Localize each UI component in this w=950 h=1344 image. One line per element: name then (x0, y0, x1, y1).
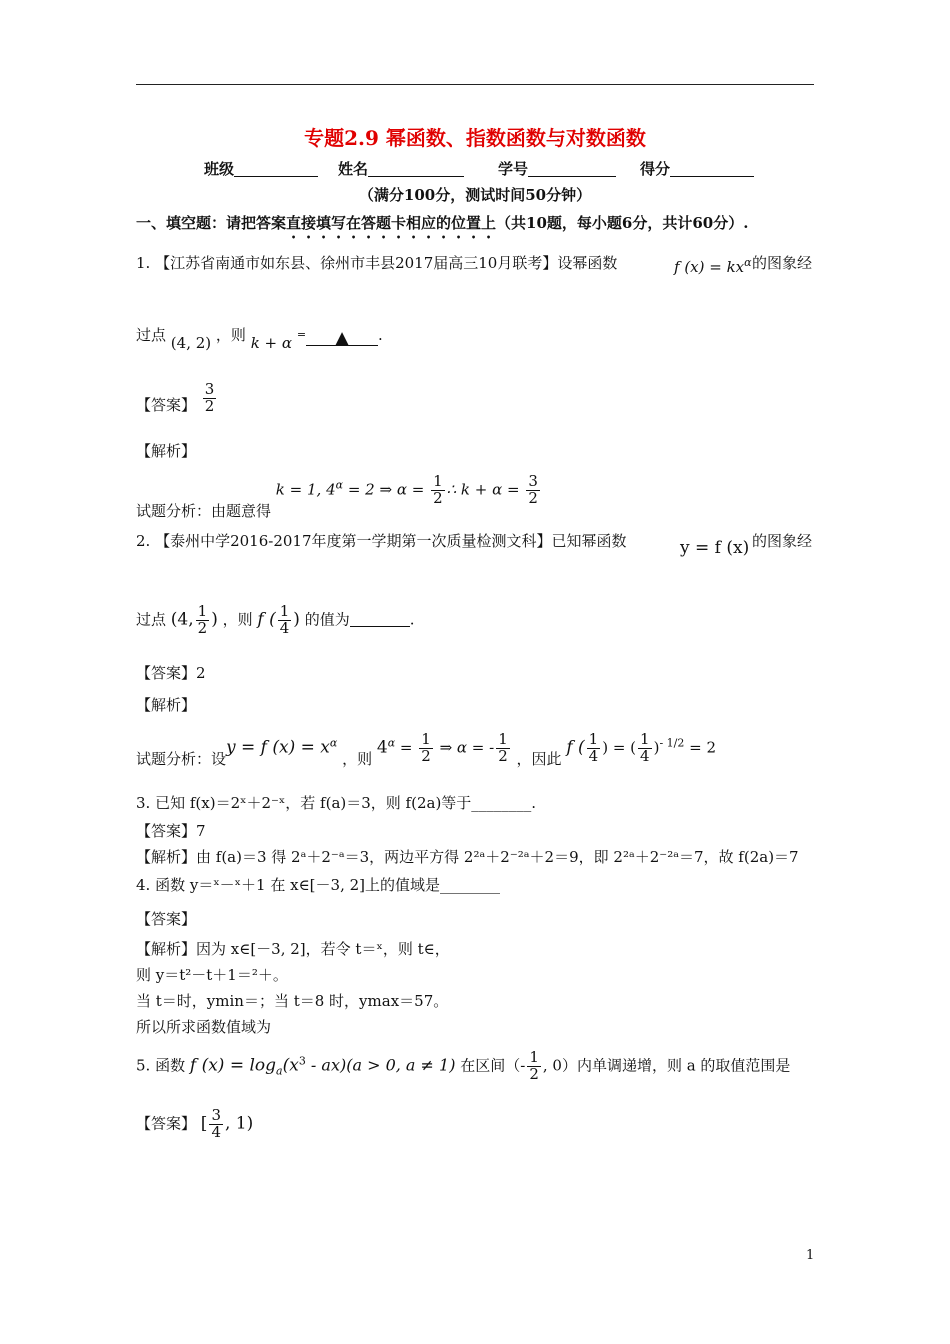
page-number: 1 (806, 1248, 815, 1263)
q2-stem-line1: 2. 【泰州中学2016-2017年度第一学期第一次质量检测文科】已知幂函数 (136, 532, 627, 550)
section-emphasis: 直接填写在答题卡相应的位置上 (286, 214, 497, 232)
q4-analysis-2: 则 y＝t²－t＋1＝²＋。 (136, 966, 288, 984)
q1-stem-line2: 过点 (4, 2) ，则 k + α = ▲ . (136, 326, 383, 352)
q2-function: y = f (x) (680, 538, 750, 558)
name-field: 姓名 (338, 158, 464, 179)
q4-analysis-4: 所以所求函数值域为 (136, 1018, 272, 1036)
q1-function: f $(x) = kx^\alpha$ (674, 256, 752, 276)
class-field: 班级 (204, 158, 318, 179)
q1-analysis: 试题分析：由题意得 k = 1, $4^\alpha = 2$ ⇒ α = $\frac{1}{2}$ ∴ k + α = $\frac{3}{2}$ (136, 472, 538, 521)
subtitle: （满分100分，测试时间50分钟） (358, 186, 592, 204)
name-blank[interactable] (368, 161, 464, 177)
q4-stem: 4. 函数 y＝ˣ－ˣ＋1 在 x∈[－3, 2]上的值域是________ (136, 876, 501, 894)
q3-answer: 【答案】7 (136, 822, 206, 840)
q3-analysis: 【解析】由 f(a)＝3 得 2ᵃ＋2⁻ᵃ＝3，两边平方得 2²ᵃ＋2⁻²ᵃ＋2＝9，即 2²ᵃ＋2⁻²ᵃ＝7，故 f(2a)＝7 (136, 848, 799, 866)
score-field: 得分 (640, 158, 754, 179)
q2-answer: 【答案】2 (136, 664, 206, 682)
q5-answer: 【答案】 [ $\frac{3}{4}$ , 1) (136, 1106, 254, 1141)
q1-stem-line1: 1. 【江苏省南通市如东县、徐州市丰县2017届高三10月联考】设幂函数 (136, 254, 618, 272)
q1-stem-tail: 的图象经 (752, 254, 813, 272)
q2-stem-line2: 过点 (4, $\frac{1}{2}$ ) ，则 f ( $\frac{1}{4}$ ) 的值为 . (136, 602, 415, 637)
section-heading: 一、填空题：请把答案直接填写在答题卡相应的位置上（共10题，每小题6分，共计60分）. (136, 214, 749, 232)
q4-analysis-1: 【解析】因为 x∈[－3, 2]，若令 t＝ˣ，则 t∈， (136, 940, 450, 958)
page-title: 专题2.9 幂函数、指数函数与对数函数 (304, 126, 646, 150)
q1-analysis-label: 【解析】 (136, 442, 197, 460)
q2-analysis: 试题分析：设y = f $(x) = x^\alpha$ ，则 $4^\alpha$ = $\frac{1}{2}$ ⇒ α = - $\frac{1}{2}$ ，因此 f ( $\frac{1}{4}$ ) = ( $\frac{1}{4}$ )$^{- 1/2}$ = 2 (136, 730, 717, 769)
q2-answer-blank[interactable] (350, 611, 410, 627)
q1-answer-blank[interactable]: ▲ (306, 328, 378, 346)
q4-answer-label: 【答案】 (136, 910, 197, 928)
q1-answer: 【答案】 $\frac{3}{2}$ (136, 380, 215, 415)
q3-stem: 3. 已知 f(x)＝2ˣ＋2⁻ˣ，若 f(a)＝3，则 f(2a)等于________. (136, 794, 537, 812)
class-blank[interactable] (234, 161, 318, 177)
score-blank[interactable] (670, 161, 754, 177)
q2-analysis-label: 【解析】 (136, 696, 197, 714)
id-field: 学号 (498, 158, 616, 179)
q2-stem-tail: 的图象经 (752, 532, 813, 550)
q5-stem: 5. 函数 f $(x) = \log_a(x^3 - ax)(a > 0$, a ≠ 1) 在区间（- $\frac{1}{2}$ , 0）内单调递增，则 a 的取值范围是 (136, 1048, 791, 1083)
q4-analysis-3: 当 t＝时，ymin＝；当 t＝8 时，ymax＝57。 (136, 992, 449, 1010)
id-blank[interactable] (528, 161, 616, 177)
header-rule (136, 84, 814, 85)
